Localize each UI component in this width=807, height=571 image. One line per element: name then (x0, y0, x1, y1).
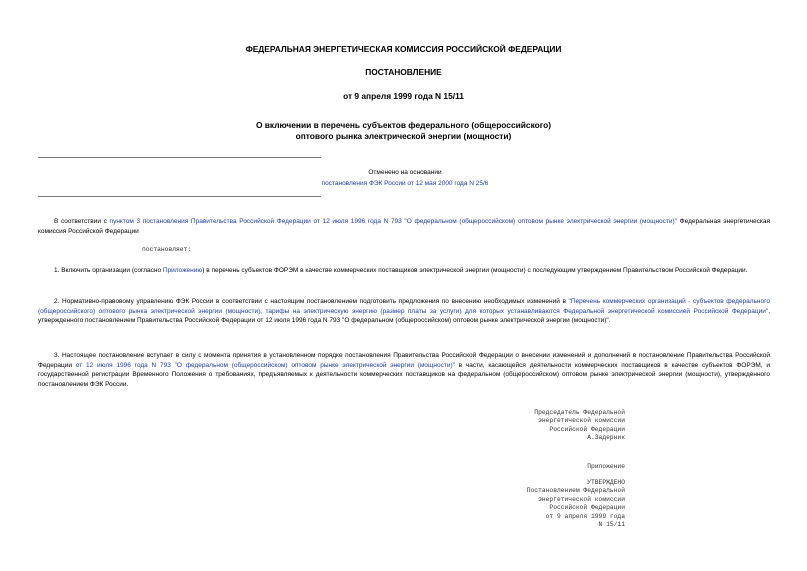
appendix-link[interactable]: Приложению (162, 267, 203, 274)
decree-793-link[interactable]: от 12 июля 1996 года N 793 "О федеральном (общероссийском) оптовом рынке электрической энергии (мощности)" (75, 361, 455, 369)
item-3-paragraph: 3. Настоящее постановление вступает в силу с момента принятия в установленном порядке постановления Правительства Российской Федерации о внесении изменений и дополнений в постановление Правительства Российской Федерации от 12 июля 1996 года N 793 "О федеральном (общероссийском) оптовом рынке электрической энергии (мощности)" в части, касающейся деятельности коммерческих поставщиков в качестве субъектов ФОРЭМ, и государственной регистрации Временного Положения о требованиях, предъявляемых к деятельности коммерческих поставщиков на федеральном (общероссийском) оптовом рынке электрической энергии (мощности), утвержденного постановлением ФЭК России. (38, 352, 770, 388)
title-line-1: О включении в перечень субъектов федерального (общероссийского) (255, 120, 552, 130)
item-2-paragraph: 2. Нормативно-правовому управлению ФЭК России в соответствии с настоящим постановлением подготовить предложения по внесению необходимых изменений в "Перечень коммерческих организаций - субъектов федерального (общероссийского) оптового рынка электрической энергии (мощности), тарифы на электрическую энергию (размер платы за услуги) для которых устанавливаются Федеральной энергетической комиссией Российской Федерации", утвержденного постановлением Правительства Российской Федерации от 12 июля 1996 года N 793 "О федеральном (общероссийском) оптовом рынке электрической энергии (мощности)". (38, 298, 770, 325)
repeal-notice (270, 167, 540, 189)
list-link[interactable]: "Перечень коммерческих организаций - субъектов федерального (общероссийского) оптового рынка электрической энергии (мощности), тарифы на электрическую энергию (размер платы за услуги) для которых устанавливаются Федеральной энергетической комиссией Российской Федерации" (38, 298, 770, 315)
repeal-notice-link[interactable]: постановления ФЭК России от 12 мая 2000 года N 25/6 (321, 180, 489, 187)
title-line-2: оптового рынка электрической энергии (мощности) (295, 131, 512, 141)
decree-word: постановляет: (142, 246, 192, 253)
doc-type-heading: ПОСТАНОВЛЕНИЕ (365, 67, 442, 77)
repeal-notice-text: Отменено на основании (368, 169, 442, 176)
date-number-heading: от 9 апреля 1999 года N 15/11 (343, 91, 464, 101)
divider-bottom (38, 196, 321, 197)
org-heading: ФЕДЕРАЛЬНАЯ ЭНЕРГЕТИЧЕСКАЯ КОМИССИЯ РОССИЙСКОЙ ФЕДЕРАЦИИ (245, 44, 562, 54)
item-1-paragraph: 1. Включить организации (согласно Приложению) в перечень субъектов ФОРЭМ в качестве коммерческих поставщиков электрической энергии (мощности) с последующим утверждением Правительством Российской Федерации. (54, 267, 748, 274)
divider-top (38, 157, 321, 158)
appendix-label: Приложение (587, 463, 625, 470)
signature-block: Председатель Федеральной энергетической комиссии Российской Федерации А.Задерник (534, 409, 625, 442)
preamble-link[interactable]: пунктом 3 постановления Правительства Российской Федерации от 12 июля 1996 года N 793 "О федеральном (общероссийском) оптовом рынке электрической энергии (мощности)" (109, 218, 678, 225)
preamble-paragraph: В соответствии с пунктом 3 постановления Правительства Российской Федерации от 12 июля 1996 года N 793 "О федеральном (общероссийском) оптовом рынке электрической энергии (мощности)" Федеральная энергетическая комиссия Российской Федерации (38, 218, 771, 235)
approval-block: УТВЕРЖДЕНО Постановлением Федеральной энергетической комиссии Российской Федерации от 9 апреля 1999 года N 15/11 (526, 479, 625, 529)
